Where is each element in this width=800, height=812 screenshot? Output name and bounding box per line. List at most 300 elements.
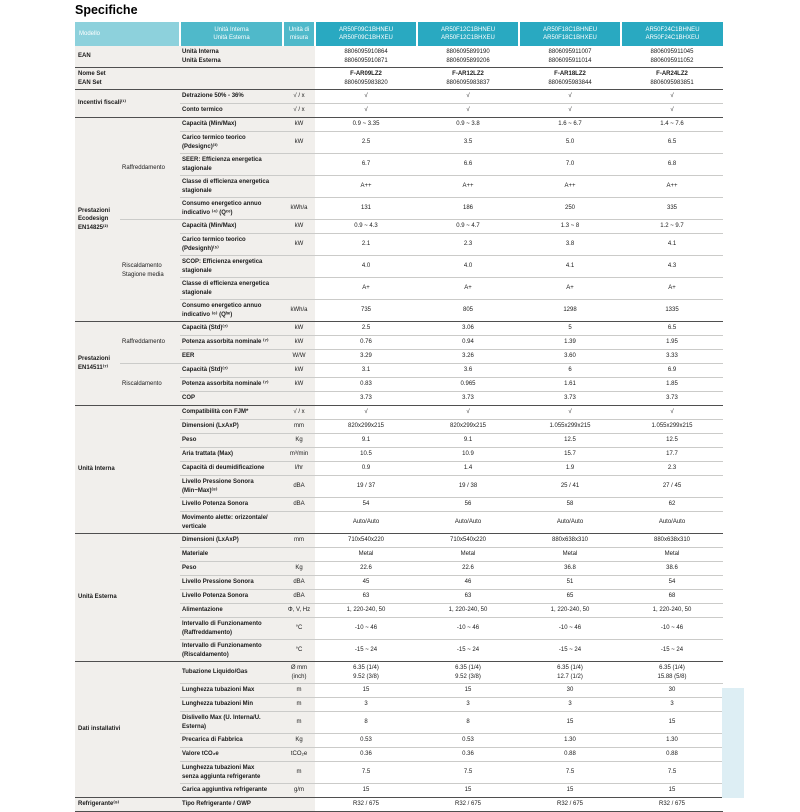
row-label-cell: Carico termico teorico (Pdesignc)⁽³⁾: [180, 132, 283, 154]
unit-cell: Ø mm (inch): [283, 662, 315, 684]
header-row: [75, 22, 723, 46]
value-cell-model-3: 4.3: [621, 256, 723, 278]
row-label-cell: Carico termico teorico (Pdesignh)⁽⁵⁾: [180, 234, 283, 256]
decorative-accent: [722, 688, 744, 798]
value-cell-model-3: 335: [621, 198, 723, 220]
value-cell-model-1: 3.26: [417, 350, 519, 364]
value-cell-model-0: 0.36: [315, 748, 417, 762]
value-cell-model-3: 1.055x299x215: [621, 420, 723, 434]
value-cell-model-0: Auto/Auto: [315, 512, 417, 534]
row-label-cell: Capacità (Std)⁽⁷⁾: [180, 364, 283, 378]
subcategory-cell: Raffreddamento: [120, 118, 180, 220]
value-cell-model-0: Metal: [315, 548, 417, 562]
value-cell-model-2: 8806095911007 8806095911014: [519, 46, 621, 68]
value-cell-model-0: 4.0: [315, 256, 417, 278]
value-cell-model-0: 19 / 37: [315, 476, 417, 498]
value-cell-model-3: 12.5: [621, 434, 723, 448]
value-cell-model-2: 6.35 (1/4) 12.7 (1/2): [519, 662, 621, 684]
subcategory-cell: Riscaldamento Stagione media: [120, 220, 180, 322]
value-cell-model-1: Auto/Auto: [417, 512, 519, 534]
value-cell-model-0: 3.1: [315, 364, 417, 378]
category-cell: Refrigerante⁽⁹⁾: [75, 798, 180, 812]
value-cell-model-3: 3: [621, 698, 723, 712]
category-cell: Prestazioni EN14511⁽⁷⁾: [75, 322, 120, 406]
table-row: [75, 118, 723, 132]
row-label-cell: Intervallo di Funzionamento (Riscaldamento): [180, 640, 283, 662]
value-cell-model-1: 805: [417, 300, 519, 322]
value-cell-model-1: 8: [417, 712, 519, 734]
value-cell-model-0: 3.73: [315, 392, 417, 406]
value-cell-model-1: 19 / 38: [417, 476, 519, 498]
row-label-cell: Capacità (Min/Max): [180, 118, 283, 132]
value-cell-model-3: F-AR24LZ2 8806095983851: [621, 68, 723, 90]
value-cell-model-0: 6.7: [315, 154, 417, 176]
row-label-cell: Consumo energetico annuo indicativo ⁽⁶⁾ (Qʰᵉ): [180, 300, 283, 322]
value-cell-model-0: √: [315, 104, 417, 118]
value-cell-model-0: 15: [315, 784, 417, 798]
row-label-cell: Lunghezza tubazioni Min: [180, 698, 283, 712]
value-cell-model-2: 15: [519, 784, 621, 798]
value-cell-model-3: 2.3: [621, 462, 723, 476]
row-label-cell: Livello Pressione Sonora: [180, 576, 283, 590]
value-cell-model-1: 3: [417, 698, 519, 712]
unit-cell: kW: [283, 322, 315, 336]
value-cell-model-1: A++: [417, 176, 519, 198]
value-cell-model-0: 710x540x220: [315, 534, 417, 548]
unit-cell: °C: [283, 640, 315, 662]
value-cell-model-1: 0.53: [417, 734, 519, 748]
value-cell-model-1: 2.3: [417, 234, 519, 256]
value-cell-model-3: 1.95: [621, 336, 723, 350]
unit-cell: dBA: [283, 476, 315, 498]
unit-cell: √ / x: [283, 104, 315, 118]
value-cell-model-1: 820x299x215: [417, 420, 519, 434]
unit-cell: kWh/a: [283, 300, 315, 322]
value-cell-model-1: 9.1: [417, 434, 519, 448]
value-cell-model-2: 0.88: [519, 748, 621, 762]
row-label-cell: Peso: [180, 562, 283, 576]
value-cell-model-2: 65: [519, 590, 621, 604]
value-cell-model-2: F-AR18LZ2 8806095983844: [519, 68, 621, 90]
spec-table: [75, 22, 723, 812]
page-title: Specifiche: [75, 3, 138, 17]
value-cell-model-0: 54: [315, 498, 417, 512]
header-unita-misura: Unità di misura: [283, 22, 315, 46]
unit-cell: m³/min: [283, 448, 315, 462]
table-row: [75, 220, 723, 234]
unit-cell: [283, 392, 315, 406]
value-cell-model-2: 12.5: [519, 434, 621, 448]
value-cell-model-2: Metal: [519, 548, 621, 562]
row-label-cell: Dislivello Max (U. Interna/U. Esterna): [180, 712, 283, 734]
row-label-cell: Capacità di deumidificazione: [180, 462, 283, 476]
table-row: [75, 364, 723, 378]
value-cell-model-1: R32 / 675: [417, 798, 519, 812]
unit-cell: dBA: [283, 590, 315, 604]
value-cell-model-0: 2.5: [315, 322, 417, 336]
value-cell-model-2: 1.6 ~ 6.7: [519, 118, 621, 132]
unit-cell: W/W: [283, 350, 315, 364]
value-cell-model-0: -10 ~ 46: [315, 618, 417, 640]
value-cell-model-1: 4.0: [417, 256, 519, 278]
value-cell-model-0: 7.5: [315, 762, 417, 784]
table-row: [75, 406, 723, 420]
row-label-cell: Livello Pressione Sonora (Min~Max)⁽⁸⁾: [180, 476, 283, 498]
value-cell-model-0: 0.9 ~ 4.3: [315, 220, 417, 234]
unit-cell: [283, 278, 315, 300]
value-cell-model-1: 0.36: [417, 748, 519, 762]
value-cell-model-3: 6.35 (1/4) 15.88 (5/8): [621, 662, 723, 684]
value-cell-model-2: 1.9: [519, 462, 621, 476]
value-cell-model-0: 0.76: [315, 336, 417, 350]
value-cell-model-0: 22.6: [315, 562, 417, 576]
value-cell-model-1: 0.965: [417, 378, 519, 392]
row-label-cell: Capacità (Min/Max): [180, 220, 283, 234]
value-cell-model-0: 8806095910864 8806095910871: [315, 46, 417, 68]
row-label-cell: Dimensioni (LxAxP): [180, 534, 283, 548]
value-cell-model-3: 7.5: [621, 762, 723, 784]
value-cell-model-2: 4.1: [519, 256, 621, 278]
header-model-0: AR50F09C1BHNEU AR50F09C1BHXEU: [315, 22, 417, 46]
row-label-cell: Livello Potenza Sonora: [180, 590, 283, 604]
value-cell-model-3: 6.8: [621, 154, 723, 176]
value-cell-model-1: 7.5: [417, 762, 519, 784]
value-cell-model-2: 6: [519, 364, 621, 378]
value-cell-model-1: 22.6: [417, 562, 519, 576]
value-cell-model-2: A++: [519, 176, 621, 198]
value-cell-model-0: A+: [315, 278, 417, 300]
unit-cell: [283, 154, 315, 176]
unit-cell: [283, 512, 315, 534]
value-cell-model-2: R32 / 675: [519, 798, 621, 812]
value-cell-model-1: 3.73: [417, 392, 519, 406]
category-cell: Incentivi fiscali⁽¹⁾: [75, 90, 180, 118]
row-label-cell: Tubazione Liquido/Gas: [180, 662, 283, 684]
value-cell-model-2: 3.60: [519, 350, 621, 364]
row-label-cell: SEER: Efficienza energetica stagionale: [180, 154, 283, 176]
value-cell-model-3: 17.7: [621, 448, 723, 462]
value-cell-model-3: 1.4 ~ 7.6: [621, 118, 723, 132]
table-row: [75, 90, 723, 104]
header-model-3: AR50F24C1BHNEU AR50F24C1BHXEU: [621, 22, 723, 46]
unit-cell: mm: [283, 534, 315, 548]
unit-cell: kW: [283, 118, 315, 132]
unit-cell: tCO₂e: [283, 748, 315, 762]
unit-cell: mm: [283, 420, 315, 434]
row-label-cell: Potenza assorbita nominale ⁽⁷⁾: [180, 336, 283, 350]
unit-cell: kW: [283, 336, 315, 350]
table-row: [75, 46, 723, 68]
value-cell-model-1: 3.5: [417, 132, 519, 154]
value-cell-model-2: 3: [519, 698, 621, 712]
unit-cell: Kg: [283, 734, 315, 748]
subcategory-cell: Riscaldamento: [120, 364, 180, 406]
unit-cell: g/m: [283, 784, 315, 798]
value-cell-model-3: 15: [621, 784, 723, 798]
row-label-cell: Alimentazione: [180, 604, 283, 618]
row-label-cell: Compatibilità con FJM*: [180, 406, 283, 420]
row-label-cell: Capacità (Std)⁽⁷⁾: [180, 322, 283, 336]
unit-cell: √ / x: [283, 406, 315, 420]
table-row: [75, 322, 723, 336]
value-cell-model-2: 36.8: [519, 562, 621, 576]
value-cell-model-1: 46: [417, 576, 519, 590]
value-cell-model-3: 3.33: [621, 350, 723, 364]
row-label-cell: Consumo energetico annuo indicativo ⁽⁴⁾ (Qᶜᵉ): [180, 198, 283, 220]
value-cell-model-0: 15: [315, 684, 417, 698]
value-cell-model-2: 5: [519, 322, 621, 336]
value-cell-model-3: 6.9: [621, 364, 723, 378]
value-cell-model-3: -15 ~ 24: [621, 640, 723, 662]
header-unit-columns: Unità Interna Unità Esterna: [180, 22, 283, 46]
value-cell-model-0: 2.1: [315, 234, 417, 256]
row-label-cell: Unità Interna Unità Esterna: [180, 46, 283, 68]
row-label-cell: Valore tCO₂e: [180, 748, 283, 762]
header-modello: Modello: [75, 22, 180, 46]
value-cell-model-1: 63: [417, 590, 519, 604]
value-cell-model-0: A++: [315, 176, 417, 198]
value-cell-model-0: 0.53: [315, 734, 417, 748]
value-cell-model-1: 3.06: [417, 322, 519, 336]
value-cell-model-0: √: [315, 406, 417, 420]
value-cell-model-1: A+: [417, 278, 519, 300]
value-cell-model-1: Metal: [417, 548, 519, 562]
value-cell-model-0: 8: [315, 712, 417, 734]
unit-cell: m: [283, 762, 315, 784]
row-label-cell: Lunghezza tubazioni Max: [180, 684, 283, 698]
value-cell-model-0: 820x299x215: [315, 420, 417, 434]
value-cell-model-3: A+: [621, 278, 723, 300]
subcategory-cell: Raffreddamento: [120, 322, 180, 364]
row-label-cell: Dimensioni (LxAxP): [180, 420, 283, 434]
value-cell-model-2: 15: [519, 712, 621, 734]
unit-cell: [283, 68, 315, 90]
value-cell-model-3: Auto/Auto: [621, 512, 723, 534]
value-cell-model-0: 0.9 ~ 3.35: [315, 118, 417, 132]
unit-cell: kW: [283, 220, 315, 234]
value-cell-model-3: 880x638x310: [621, 534, 723, 548]
value-cell-model-3: 38.6: [621, 562, 723, 576]
value-cell-model-2: 1.39: [519, 336, 621, 350]
value-cell-model-2: 1.055x299x215: [519, 420, 621, 434]
row-label-cell: Movimento alette: orizzontale/ verticale: [180, 512, 283, 534]
value-cell-model-2: -10 ~ 46: [519, 618, 621, 640]
value-cell-model-0: 1, 220-240, 50: [315, 604, 417, 618]
value-cell-model-3: 68: [621, 590, 723, 604]
unit-cell: kW: [283, 132, 315, 154]
value-cell-model-3: 3.73: [621, 392, 723, 406]
value-cell-model-3: 54: [621, 576, 723, 590]
value-cell-model-2: 7.0: [519, 154, 621, 176]
value-cell-model-2: 1, 220-240, 50: [519, 604, 621, 618]
category-cell: Nome Set EAN Set: [75, 68, 180, 90]
row-label-cell: Conto termico: [180, 104, 283, 118]
row-label-cell: EER: [180, 350, 283, 364]
value-cell-model-2: 5.0: [519, 132, 621, 154]
value-cell-model-3: √: [621, 104, 723, 118]
table-row: [75, 534, 723, 548]
row-label-cell: Peso: [180, 434, 283, 448]
row-label-cell: COP: [180, 392, 283, 406]
value-cell-model-2: 51: [519, 576, 621, 590]
row-label-cell: Classe di efficienza energetica stagionale: [180, 278, 283, 300]
value-cell-model-3: √: [621, 406, 723, 420]
value-cell-model-0: 3.29: [315, 350, 417, 364]
unit-cell: dBA: [283, 576, 315, 590]
spec-table-header: [75, 22, 723, 46]
unit-cell: kWh/a: [283, 198, 315, 220]
value-cell-model-2: √: [519, 90, 621, 104]
unit-cell: [283, 256, 315, 278]
value-cell-model-1: 186: [417, 198, 519, 220]
header-model-1: AR50F12C1BHNEU AR50F12C1BHXEU: [417, 22, 519, 46]
value-cell-model-3: A++: [621, 176, 723, 198]
value-cell-model-3: 1.2 ~ 9.7: [621, 220, 723, 234]
unit-cell: √ / x: [283, 90, 315, 104]
value-cell-model-2: 25 / 41: [519, 476, 621, 498]
table-row: [75, 68, 723, 90]
value-cell-model-1: -15 ~ 24: [417, 640, 519, 662]
value-cell-model-1: 56: [417, 498, 519, 512]
value-cell-model-3: 30: [621, 684, 723, 698]
value-cell-model-0: R32 / 675: [315, 798, 417, 812]
value-cell-model-0: 6.35 (1/4) 9.52 (3/8): [315, 662, 417, 684]
row-label-cell: Intervallo di Funzionamento (Raffreddamento): [180, 618, 283, 640]
value-cell-model-3: Metal: [621, 548, 723, 562]
value-cell-model-3: 62: [621, 498, 723, 512]
value-cell-model-1: 15: [417, 684, 519, 698]
row-label-cell: Potenza assorbita nominale ⁽⁷⁾: [180, 378, 283, 392]
row-label-cell: Detrazione 50% - 36%: [180, 90, 283, 104]
unit-cell: m: [283, 712, 315, 734]
unit-cell: dBA: [283, 498, 315, 512]
value-cell-model-3: 1, 220-240, 50: [621, 604, 723, 618]
value-cell-model-3: 1.85: [621, 378, 723, 392]
value-cell-model-0: 45: [315, 576, 417, 590]
value-cell-model-0: 131: [315, 198, 417, 220]
value-cell-model-0: 735: [315, 300, 417, 322]
value-cell-model-2: -15 ~ 24: [519, 640, 621, 662]
row-label-cell: [180, 68, 283, 90]
value-cell-model-1: 8806095899190 8806095899206: [417, 46, 519, 68]
unit-cell: [283, 548, 315, 562]
value-cell-model-3: 4.1: [621, 234, 723, 256]
value-cell-model-1: 0.9 ~ 4.7: [417, 220, 519, 234]
value-cell-model-2: 1.30: [519, 734, 621, 748]
value-cell-model-1: 6.35 (1/4) 9.52 (3/8): [417, 662, 519, 684]
value-cell-model-1: 1, 220-240, 50: [417, 604, 519, 618]
value-cell-model-3: R32 / 675: [621, 798, 723, 812]
value-cell-model-1: 10.9: [417, 448, 519, 462]
table-row: [75, 662, 723, 684]
value-cell-model-0: 3: [315, 698, 417, 712]
value-cell-model-2: √: [519, 104, 621, 118]
value-cell-model-3: 0.88: [621, 748, 723, 762]
value-cell-model-3: 6.5: [621, 132, 723, 154]
value-cell-model-2: 30: [519, 684, 621, 698]
row-label-cell: SCOP: Efficienza energetica stagionale: [180, 256, 283, 278]
value-cell-model-0: F-AR09LZ2 8806095983820: [315, 68, 417, 90]
value-cell-model-0: 2.5: [315, 132, 417, 154]
unit-cell: m: [283, 698, 315, 712]
category-cell: Unità Interna: [75, 406, 180, 534]
value-cell-model-3: 1.30: [621, 734, 723, 748]
value-cell-model-3: 27 / 45: [621, 476, 723, 498]
category-cell: Prestazioni Ecodesign EN14825⁽²⁾: [75, 118, 120, 322]
row-label-cell: Tipo Refrigerante / GWP: [180, 798, 283, 812]
value-cell-model-1: √: [417, 104, 519, 118]
header-model-2: AR50F18C1BHNEU AR50F18C1BHXEU: [519, 22, 621, 46]
value-cell-model-2: 880x638x310: [519, 534, 621, 548]
value-cell-model-3: √: [621, 90, 723, 104]
row-label-cell: Materiale: [180, 548, 283, 562]
value-cell-model-1: 6.6: [417, 154, 519, 176]
value-cell-model-3: 15: [621, 712, 723, 734]
value-cell-model-1: 3.6: [417, 364, 519, 378]
value-cell-model-1: 710x540x220: [417, 534, 519, 548]
value-cell-model-0: 10.5: [315, 448, 417, 462]
value-cell-model-1: 1.4: [417, 462, 519, 476]
unit-cell: kW: [283, 234, 315, 256]
row-label-cell: Livello Potenza Sonora: [180, 498, 283, 512]
value-cell-model-3: 1335: [621, 300, 723, 322]
value-cell-model-1: -10 ~ 46: [417, 618, 519, 640]
value-cell-model-0: -15 ~ 24: [315, 640, 417, 662]
unit-cell: Kg: [283, 562, 315, 576]
value-cell-model-2: Auto/Auto: [519, 512, 621, 534]
value-cell-model-2: 1298: [519, 300, 621, 322]
row-label-cell: Aria trattata (Max): [180, 448, 283, 462]
category-cell: EAN: [75, 46, 180, 68]
value-cell-model-2: 58: [519, 498, 621, 512]
value-cell-model-1: √: [417, 90, 519, 104]
value-cell-model-0: 0.9: [315, 462, 417, 476]
unit-cell: kW: [283, 378, 315, 392]
unit-cell: [283, 46, 315, 68]
value-cell-model-1: 15: [417, 784, 519, 798]
unit-cell: kW: [283, 364, 315, 378]
unit-cell: l/hr: [283, 462, 315, 476]
value-cell-model-2: 1.3 ~ 8: [519, 220, 621, 234]
unit-cell: Kg: [283, 434, 315, 448]
value-cell-model-0: 0.83: [315, 378, 417, 392]
row-label-cell: Carica aggiuntiva refrigerante: [180, 784, 283, 798]
value-cell-model-3: -10 ~ 46: [621, 618, 723, 640]
value-cell-model-1: 0.9 ~ 3.8: [417, 118, 519, 132]
value-cell-model-2: 3.73: [519, 392, 621, 406]
row-label-cell: Classe di efficienza energetica stagionale: [180, 176, 283, 198]
value-cell-model-3: 8806095911045 8806095911052: [621, 46, 723, 68]
value-cell-model-1: 0.94: [417, 336, 519, 350]
value-cell-model-0: 9.1: [315, 434, 417, 448]
unit-cell: Φ, V, Hz: [283, 604, 315, 618]
value-cell-model-2: 7.5: [519, 762, 621, 784]
category-cell: Dati installativi: [75, 662, 180, 798]
value-cell-model-0: √: [315, 90, 417, 104]
value-cell-model-3: 6.5: [621, 322, 723, 336]
value-cell-model-2: 1.61: [519, 378, 621, 392]
value-cell-model-2: √: [519, 406, 621, 420]
spec-table-body: [75, 46, 723, 812]
value-cell-model-1: √: [417, 406, 519, 420]
unit-cell: °C: [283, 618, 315, 640]
value-cell-model-2: A+: [519, 278, 621, 300]
value-cell-model-2: 3.8: [519, 234, 621, 256]
value-cell-model-0: 63: [315, 590, 417, 604]
category-cell: Unità Esterna: [75, 534, 180, 662]
unit-cell: [283, 176, 315, 198]
row-label-cell: Lunghezza tubazioni Max senza aggiunta refrigerante: [180, 762, 283, 784]
